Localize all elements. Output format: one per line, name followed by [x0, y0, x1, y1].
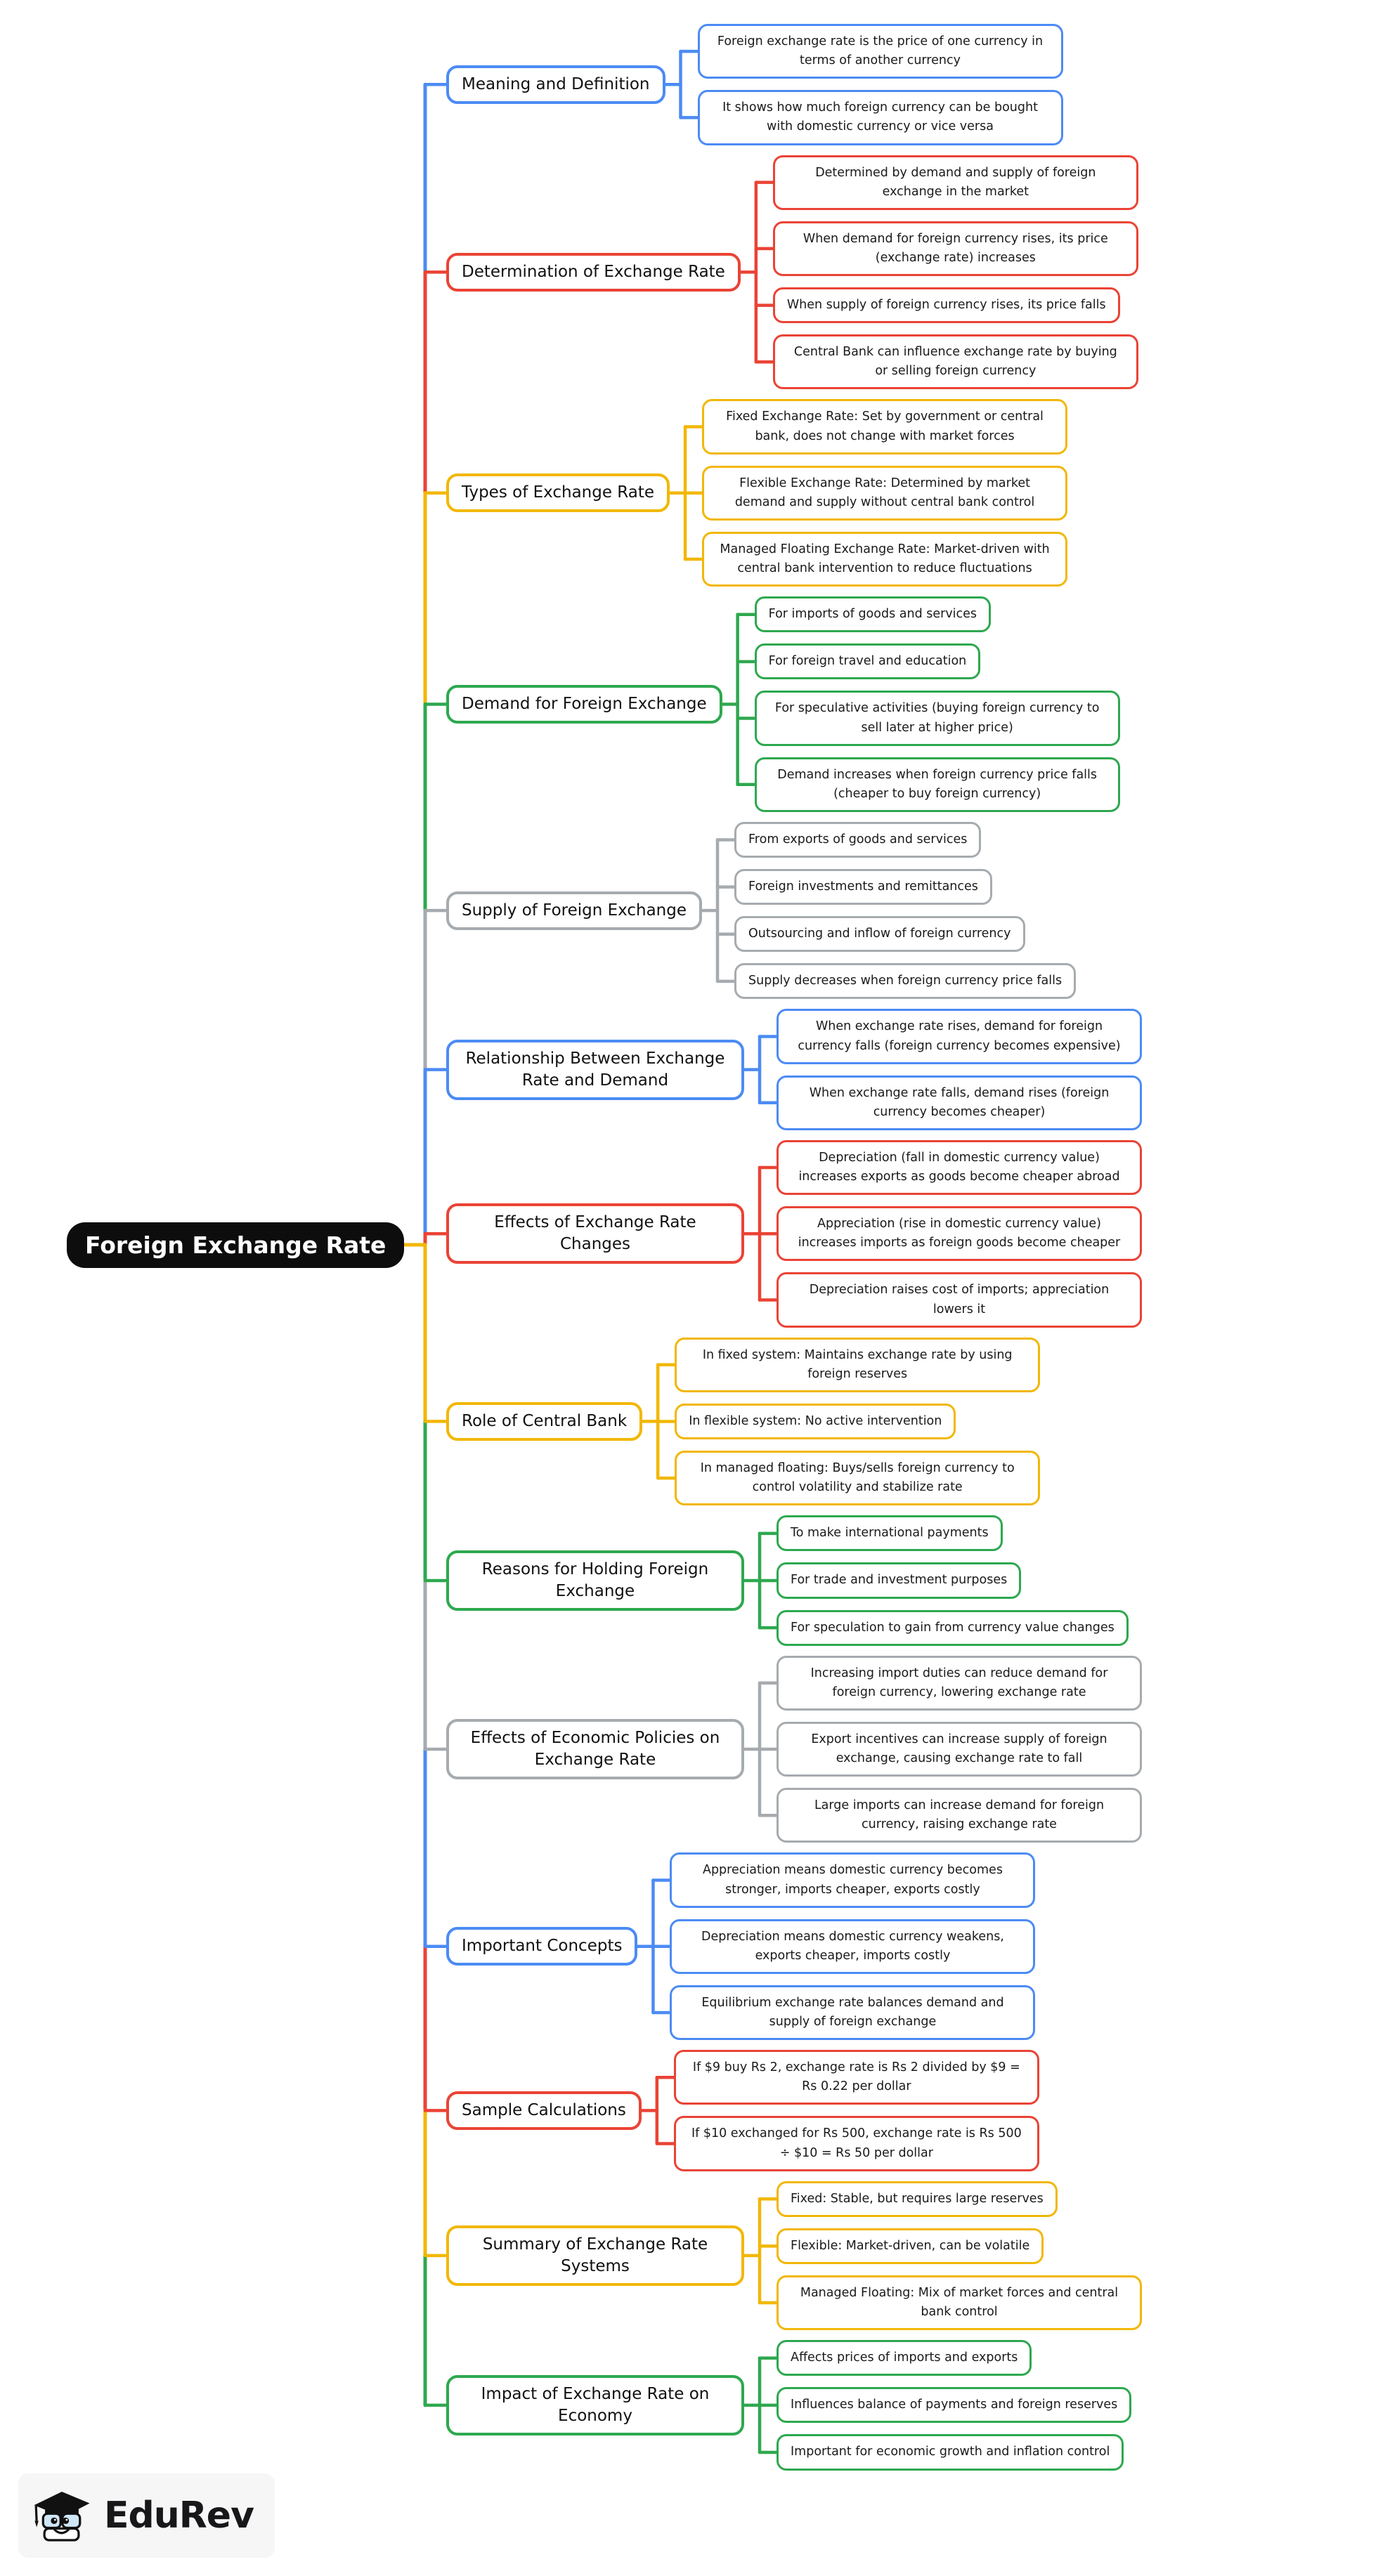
- leaf-node: When demand for foreign currency rises, its price (exchange rate) increases: [773, 221, 1138, 276]
- leaf-node: It shows how much foreign currency can be bought with domestic currency or vice versa: [698, 90, 1063, 145]
- branch-determination-of-exchange-rate: [446, 155, 1395, 390]
- leaf-group: [670, 1852, 1035, 2040]
- leaf-node: Depreciation (fall in domestic currency value) increases exports as goods become cheaper abroad: [777, 1140, 1142, 1195]
- leaf-node: Appreciation means domestic currency becomes stronger, imports cheaper, exports costly: [670, 1852, 1035, 1907]
- leaf-group: [734, 822, 1076, 1000]
- branch-effects-of-economic-policies: [446, 1656, 1395, 1843]
- leaf-group: [777, 2181, 1142, 2331]
- leaf-node: Equilibrium exchange rate balances demand and supply of foreign exchange: [670, 1985, 1035, 2040]
- leaf-node: Fixed Exchange Rate: Set by government or central bank, does not change with market forces: [702, 399, 1067, 454]
- topic-impact-of-exchange-rate-on-economy[interactable]: Impact of Exchange Rate on Economy: [446, 2375, 744, 2436]
- leaf-node: Outsourcing and inflow of foreign currency: [734, 916, 1025, 952]
- leaf-node: Depreciation raises cost of imports; appreciation lowers it: [777, 1272, 1142, 1327]
- leaf-group: [777, 1140, 1142, 1328]
- branches-column: [446, 0, 1395, 2576]
- leaf-node: In fixed system: Maintains exchange rate by using foreign reserves: [675, 1338, 1040, 1392]
- topic-types-of-exchange-rate[interactable]: Types of Exchange Rate: [446, 473, 670, 512]
- leaf-group: [773, 155, 1138, 390]
- branch-effects-of-exchange-rate-changes: [446, 1140, 1395, 1328]
- branch-meaning-and-definition: [446, 24, 1395, 145]
- leaf-node: Managed Floating: Mix of market forces and central bank control: [777, 2275, 1142, 2330]
- topic-demand-for-foreign-exchange[interactable]: Demand for Foreign Exchange: [446, 685, 722, 724]
- leaf-node: For speculative activities (buying foreign currency to sell later at higher price): [755, 691, 1120, 745]
- branch-demand-for-foreign-exchange: [446, 596, 1395, 812]
- leaf-node: Increasing import duties can reduce demand for foreign currency, lowering exchange rate: [777, 1656, 1142, 1711]
- leaf-node: For foreign travel and education: [755, 643, 981, 679]
- topic-important-concepts[interactable]: Important Concepts: [446, 1927, 637, 1966]
- leaf-node: From exports of goods and services: [734, 822, 981, 858]
- leaf-node: Export incentives can increase supply of foreign exchange, causing exchange rate to fall: [777, 1722, 1142, 1777]
- branch-relationship-exchange-rate-demand: [446, 1009, 1395, 1130]
- leaf-node: Determined by demand and supply of foreign exchange in the market: [773, 155, 1138, 210]
- branch-sample-calculations: [446, 2050, 1395, 2171]
- leaf-group: [777, 1515, 1129, 1645]
- leaf-node: Supply decreases when foreign currency price falls: [734, 963, 1076, 999]
- branch-important-concepts: [446, 1852, 1395, 2040]
- leaf-node: Depreciation means domestic currency weakens, exports cheaper, imports costly: [670, 1919, 1035, 1974]
- branch-summary-of-exchange-rate-systems: [446, 2181, 1395, 2331]
- branch-impact-of-exchange-rate-on-economy: [446, 2340, 1395, 2470]
- leaf-node: Fixed: Stable, but requires large reserves: [777, 2181, 1058, 2217]
- leaf-node: Managed Floating Exchange Rate: Market-driven with central bank intervention to reduce fluctuations: [702, 532, 1067, 587]
- branch-role-of-central-bank: [446, 1338, 1395, 1506]
- leaf-node: Central Bank can influence exchange rate by buying or selling foreign currency: [773, 334, 1138, 389]
- leaf-node: When supply of foreign currency rises, its price falls: [773, 287, 1120, 323]
- edurev-wordmark: EduRev: [104, 2494, 254, 2537]
- topic-meaning-and-definition[interactable]: Meaning and Definition: [446, 65, 665, 104]
- central-node-foreign-exchange-rate[interactable]: Foreign Exchange Rate: [67, 1222, 404, 1268]
- leaf-group: [777, 1656, 1142, 1843]
- leaf-node: Influences balance of payments and foreign reserves: [777, 2387, 1131, 2423]
- leaf-node: When exchange rate falls, demand rises (foreign currency becomes cheaper): [777, 1075, 1142, 1130]
- topic-effects-of-economic-policies[interactable]: Effects of Economic Policies on Exchange Rate: [446, 1719, 744, 1779]
- leaf-node: Appreciation (rise in domestic currency value) increases imports as foreign goods become cheaper: [777, 1206, 1142, 1261]
- edurev-mascot-icon: [30, 2483, 94, 2548]
- topic-effects-of-exchange-rate-changes[interactable]: Effects of Exchange Rate Changes: [446, 1203, 744, 1264]
- leaf-node: In managed floating: Buys/sells foreign currency to control volatility and stabilize rate: [675, 1451, 1040, 1505]
- topic-summary-of-exchange-rate-systems[interactable]: Summary of Exchange Rate Systems: [446, 2225, 744, 2286]
- topic-role-of-central-bank[interactable]: Role of Central Bank: [446, 1402, 642, 1441]
- leaf-node: If $10 exchanged for Rs 500, exchange rate is Rs 500 ÷ $10 = Rs 50 per dollar: [674, 2116, 1039, 2171]
- topic-relationship-exchange-rate-demand[interactable]: Relationship Between Exchange Rate and Demand: [446, 1040, 744, 1100]
- leaf-node: Foreign investments and remittances: [734, 869, 992, 905]
- leaf-node: For imports of goods and services: [755, 596, 991, 632]
- leaf-group: [674, 2050, 1039, 2171]
- leaf-group: [777, 2340, 1131, 2470]
- leaf-node: Flexible Exchange Rate: Determined by market demand and supply without central bank control: [702, 466, 1067, 521]
- topic-determination-of-exchange-rate[interactable]: Determination of Exchange Rate: [446, 253, 741, 292]
- leaf-node: For speculation to gain from currency value changes: [777, 1610, 1129, 1646]
- topic-sample-calculations[interactable]: Sample Calculations: [446, 2091, 642, 2130]
- leaf-node: Demand increases when foreign currency price falls (cheaper to buy foreign currency): [755, 757, 1120, 812]
- leaf-node: When exchange rate rises, demand for foreign currency falls (foreign currency becomes expensive): [777, 1009, 1142, 1064]
- branch-supply-of-foreign-exchange: [446, 822, 1395, 1000]
- leaf-group: [675, 1338, 1040, 1506]
- leaf-node: Large imports can increase demand for foreign currency, raising exchange rate: [777, 1788, 1142, 1843]
- leaf-node: Important for economic growth and inflation control: [777, 2434, 1124, 2470]
- leaf-node: For trade and investment purposes: [777, 1562, 1021, 1598]
- topic-supply-of-foreign-exchange[interactable]: Supply of Foreign Exchange: [446, 891, 702, 930]
- leaf-node: If $9 buy Rs 2, exchange rate is Rs 2 divided by $9 = Rs 0.22 per dollar: [674, 2050, 1039, 2105]
- leaf-node: To make international payments: [777, 1515, 1003, 1551]
- leaf-group: [698, 24, 1063, 145]
- leaf-group: [755, 596, 1120, 812]
- leaf-node: Affects prices of imports and exports: [777, 2340, 1032, 2376]
- leaf-group: [702, 399, 1067, 587]
- leaf-group: [777, 1009, 1142, 1130]
- leaf-node: Foreign exchange rate is the price of one currency in terms of another currency: [698, 24, 1063, 79]
- leaf-node: In flexible system: No active intervention: [675, 1404, 956, 1439]
- leaf-node: Flexible: Market-driven, can be volatile: [777, 2228, 1044, 2264]
- topic-reasons-for-holding-foreign-exchange[interactable]: Reasons for Holding Foreign Exchange: [446, 1550, 744, 1611]
- branch-types-of-exchange-rate: [446, 399, 1395, 587]
- branch-reasons-for-holding-foreign-exchange: [446, 1515, 1395, 1645]
- edurev-logo[interactable]: [18, 2473, 275, 2558]
